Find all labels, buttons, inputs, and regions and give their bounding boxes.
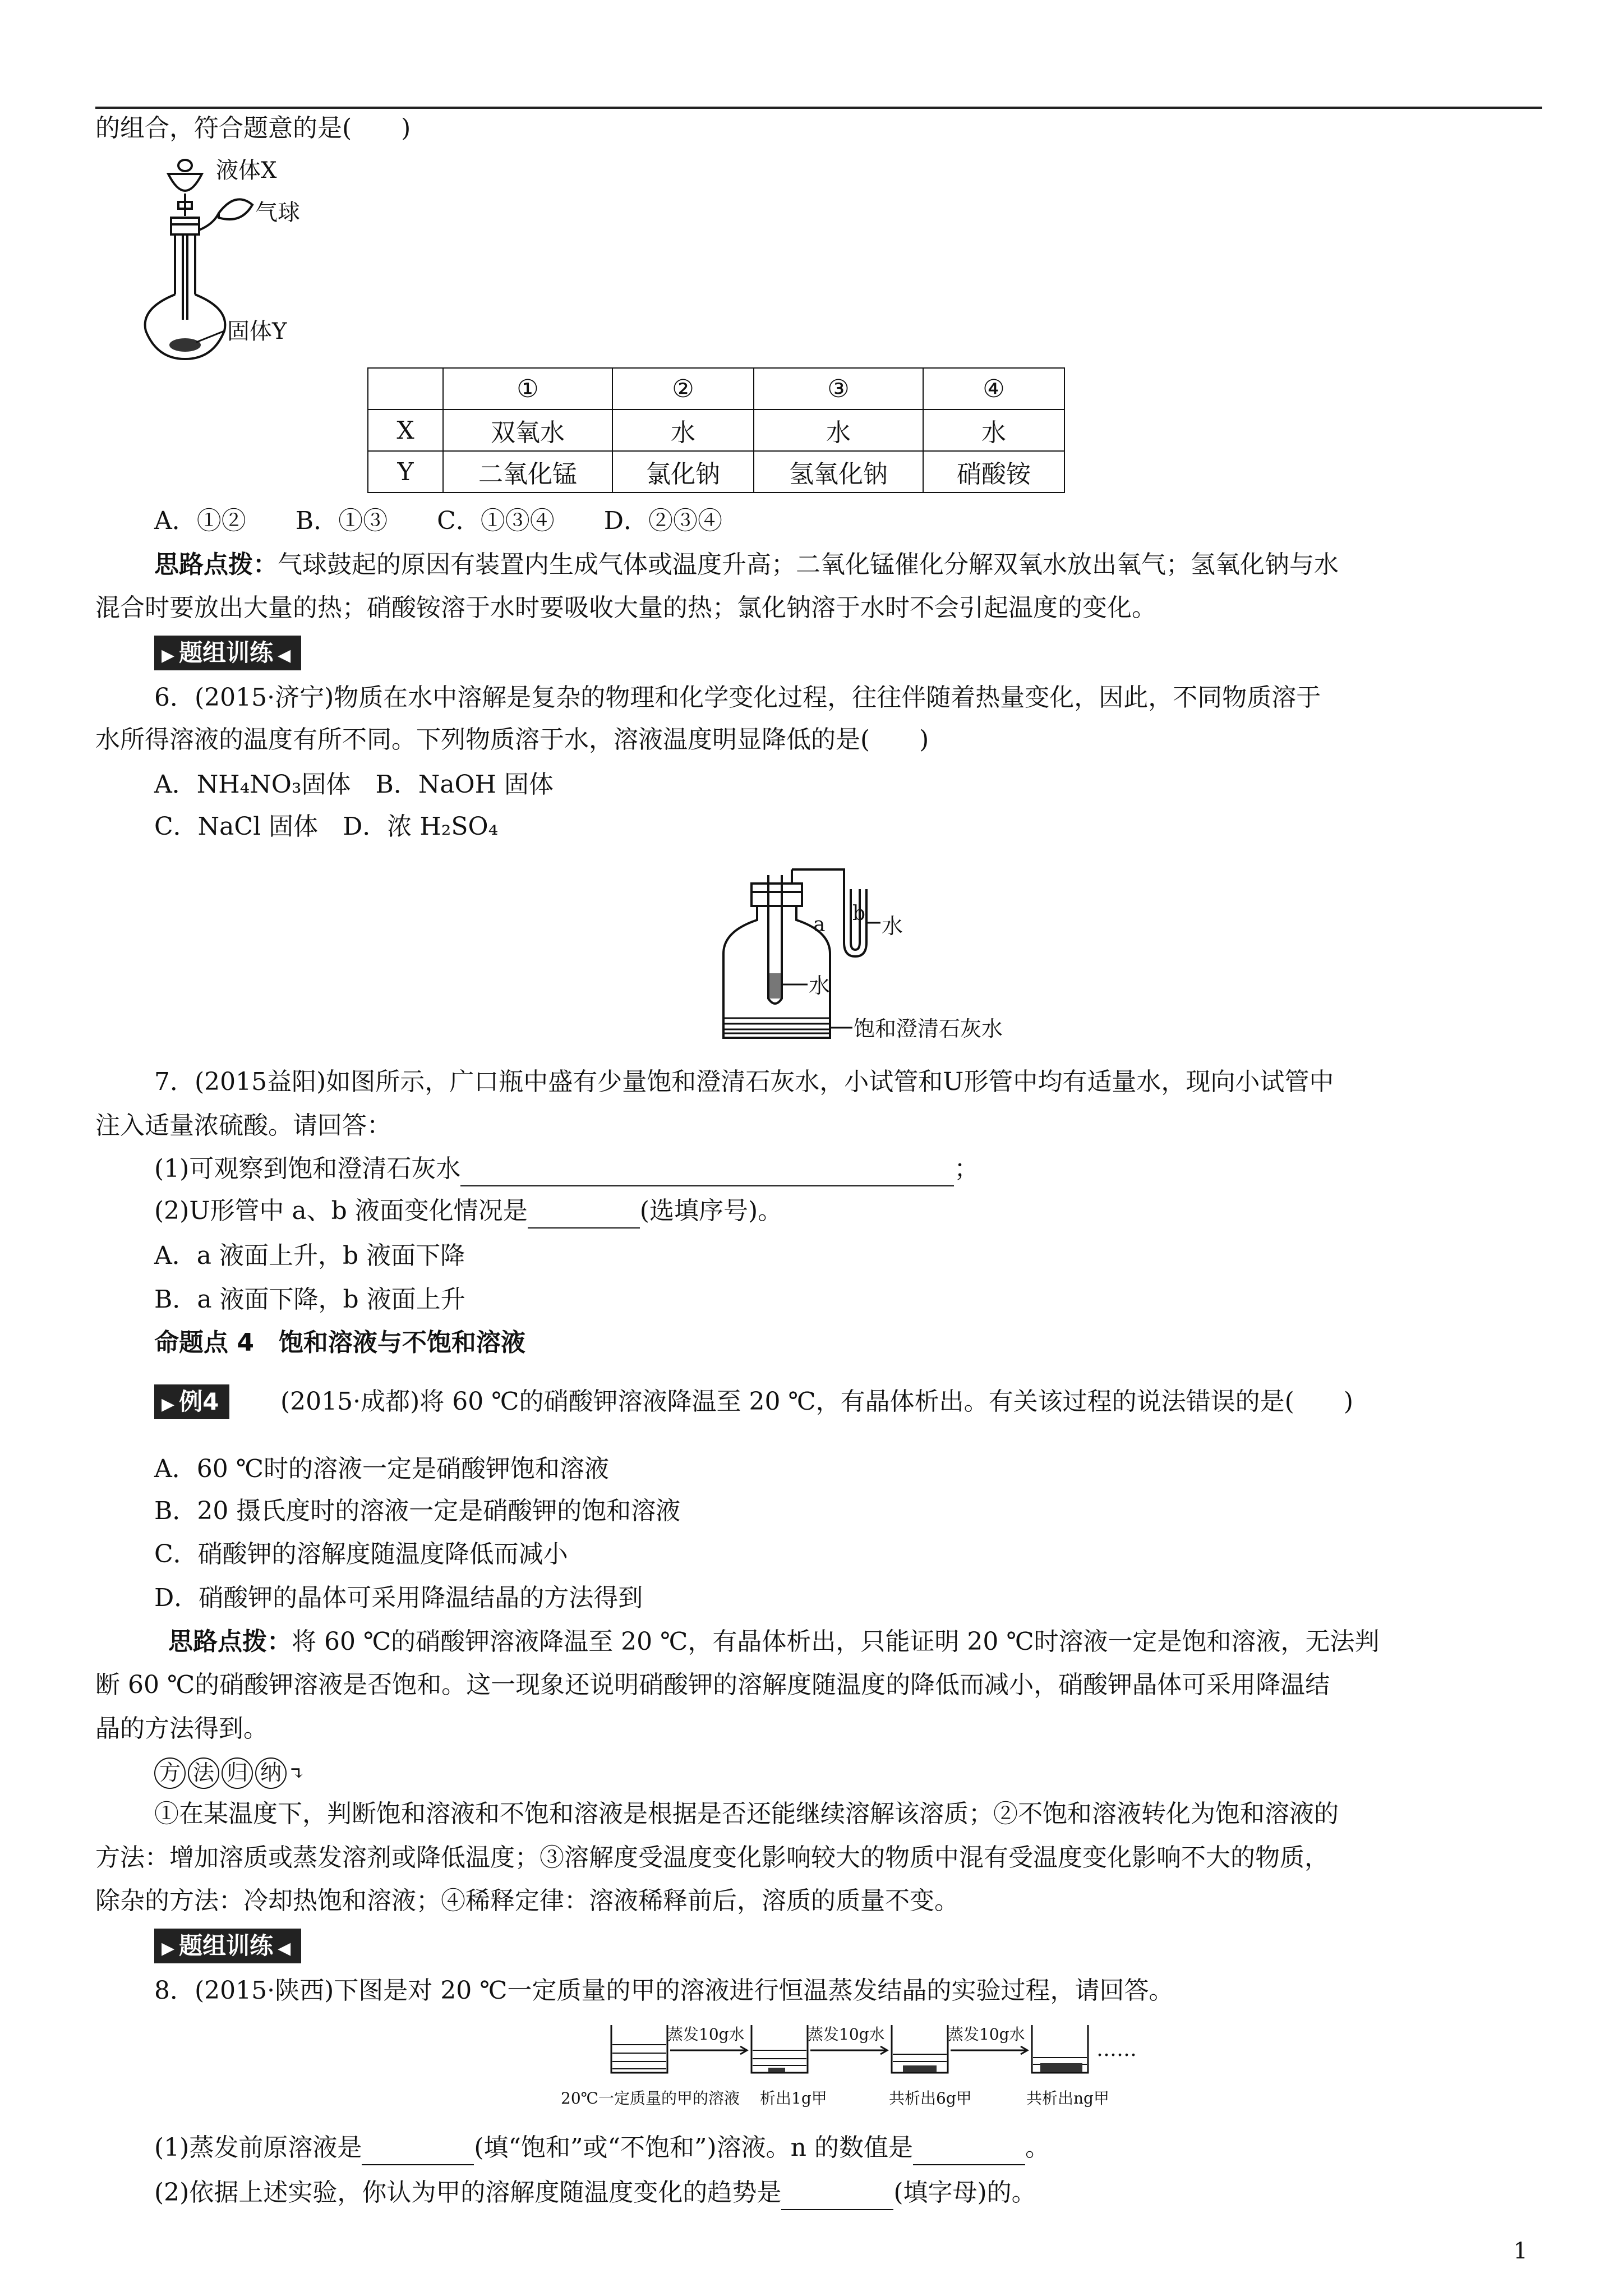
fig2-label-a: a — [813, 913, 826, 936]
training-tag-1 — [154, 636, 301, 670]
table-cell: 氯化钠 — [612, 451, 754, 493]
table-cell: 水 — [754, 409, 923, 451]
beaker-label-1: 20℃一定质量的甲的溶液 — [561, 2089, 740, 2108]
fig1-label-balloon: 气球 — [255, 200, 300, 226]
table-row — [368, 451, 1064, 493]
table-row — [368, 409, 1064, 451]
q6-line-1: 6．(2015·济宁)物质在水中溶解是复杂的物理和化学变化过程，往往伴随着热量变化，因此，不同物质溶于 — [154, 683, 1321, 712]
example-4-hint-2: 断 60 ℃的硝酸钾溶液是否饱和。这一现象还说明硝酸钾的溶解度随温度的降低而减小，硝酸钾晶体可采用降温结 — [95, 1671, 1330, 1699]
q8-sub2-end: (填字母)的。 — [893, 2178, 1036, 2207]
table-cell: ③ — [754, 368, 923, 409]
q8-sub2-text: (2)依据上述实验，你认为甲的溶解度随温度变化的趋势是 — [154, 2178, 782, 2207]
example-4-option-d: D．硝酸钾的晶体可采用降温结晶的方法得到 — [154, 1584, 643, 1612]
beaker-label-4: 共析出ng甲 — [1026, 2089, 1109, 2108]
evap-label-2: 蒸发10g水 — [808, 2025, 885, 2044]
method-char: 纳 — [255, 1757, 287, 1789]
example-4-tag — [154, 1384, 229, 1419]
arrow-down-icon: ↴ — [289, 1763, 305, 1785]
method-char: 方 — [154, 1757, 186, 1789]
method-line-3: 除杂的方法：冷却热饱和溶液；④稀释定律：溶液稀释前后，溶质的质量不变。 — [95, 1887, 959, 1915]
q7-line-1: 7．(2015益阳)如图所示，广口瓶中盛有少量饱和澄清石灰水，小试管和U形管中均有适量水，现向小试管中 — [154, 1068, 1334, 1096]
fig2-label-water-tube: 水 — [809, 973, 831, 998]
q6-options-ab: A．NH₄NO₃固体 B．NaOH 固体 — [154, 770, 554, 799]
q7-sub1-text: (1)可观察到饱和澄清石灰水 — [154, 1154, 461, 1183]
table-cell: ④ — [923, 368, 1064, 409]
training-tag-label: 题组训练 — [179, 1932, 274, 1959]
method-char: 归 — [222, 1757, 253, 1789]
q5-hint-line-1 — [154, 549, 1339, 581]
triangle-right-icon: ▶ — [162, 646, 175, 665]
fig1-label-solid-y: 固体Y — [227, 319, 287, 344]
q6-options-cd: C．NaCl 固体 D．浓 H₂SO₄ — [154, 812, 499, 841]
fig2-label-b: b — [852, 902, 866, 925]
q7-option-b: B．a 液面下降，b 液面上升 — [154, 1285, 465, 1314]
fig2-label-water-utube: 水 — [882, 914, 903, 938]
example-4-hint-1 — [168, 1626, 1380, 1658]
hint-text: 将 60 ℃的硝酸钾溶液降温至 20 ℃，有晶体析出，只能证明 20 ℃时溶液一定是饱和溶液，无法判 — [292, 1627, 1380, 1656]
table-cell: 硝酸铵 — [923, 451, 1064, 493]
fig2-label-limewater: 饱和澄清石灰水 — [854, 1016, 1003, 1041]
answer-blank[interactable] — [460, 1153, 954, 1186]
method-line-2: 方法：增加溶质或蒸发溶剂或降低温度；③溶解度受温度变化影响较大的物质中混有受温度变化影响不大的物质， — [95, 1843, 1329, 1872]
table-cell: X — [368, 409, 443, 451]
page-number: 1 — [1513, 2238, 1528, 2264]
q5-options: A．①② B．①③ C．①③④ D．②③④ — [154, 507, 723, 535]
q7-sub2-end: (选填序号)。 — [639, 1197, 783, 1225]
table-cell: 二氧化锰 — [443, 451, 612, 493]
example-4-stem: (2015·成都)将 60 ℃的硝酸钾溶液降温至 20 ℃，有晶体析出。有关该过程的说法错误的是( ) — [280, 1387, 1353, 1416]
q8-sub1-mid: (填“饱和”或“不饱和”)溶液。n 的数值是 — [474, 2133, 913, 2162]
evap-label-3: 蒸发10g水 — [948, 2025, 1025, 2044]
training-tag-2 — [154, 1929, 301, 1963]
q8-sub1-end: 。 — [1025, 2133, 1050, 2162]
table-header-row — [368, 368, 1064, 409]
reagent-table — [367, 367, 1065, 493]
method-summary-badge — [154, 1756, 305, 1790]
question-intro: 的组合，符合题意的是( ) — [95, 114, 411, 142]
example-tag-label: 例4 — [179, 1388, 219, 1415]
q7-option-a: A．a 液面上升，b 液面下降 — [154, 1241, 465, 1270]
beaker-label-2: 析出1g甲 — [760, 2089, 827, 2108]
top-rule — [95, 107, 1542, 109]
example-4-option-b: B．20 摄氏度时的溶液一定是硝酸钾的饱和溶液 — [154, 1497, 681, 1525]
q8-sub2 — [154, 2177, 1036, 2210]
table-cell — [368, 368, 443, 409]
q7-sub2-text: (2)U形管中 a、b 液面变化情况是 — [154, 1197, 528, 1225]
fig1-label-liquid-x: 液体X — [216, 158, 277, 183]
triangle-right-icon: ▶ — [162, 1395, 175, 1414]
q8-sub1 — [154, 2132, 1050, 2165]
method-char: 法 — [188, 1757, 219, 1789]
answer-blank[interactable] — [781, 2177, 893, 2210]
triangle-left-icon: ◀ — [278, 1939, 291, 1958]
example-4-option-c: C．硝酸钾的溶解度随温度降低而减小 — [154, 1540, 568, 1568]
method-line-1: ①在某温度下，判断饱和溶液和不饱和溶液是根据是否还能继续溶解该溶质；②不饱和溶液转化为饱和溶液的 — [154, 1800, 1339, 1828]
q5-hint-line-2: 混合时要放出大量的热；硝酸铵溶于水时要吸收大量的热；氯化钠溶于水时不会引起温度的变化。 — [95, 593, 1156, 622]
triangle-right-icon: ▶ — [162, 1939, 175, 1958]
table-cell: ① — [443, 368, 612, 409]
triangle-left-icon: ◀ — [278, 646, 291, 665]
table-cell: ② — [612, 368, 754, 409]
q7-line-2: 注入适量浓硫酸。请回答： — [95, 1111, 391, 1140]
evap-ellipsis: …… — [1096, 2038, 1137, 2061]
q8-sub1-text: (1)蒸发前原溶液是 — [154, 2133, 362, 2162]
topic-4-heading: 命题点 4 饱和溶液与不饱和溶液 — [154, 1328, 525, 1357]
hint-label: 思路点拨： — [168, 1627, 292, 1656]
table-cell: 水 — [612, 409, 754, 451]
hint-text: 气球鼓起的原因有装置内生成气体或温度升高；二氧化锰催化分解双氧水放出氧气；氢氧化钠与水 — [278, 550, 1339, 579]
table-cell: 水 — [923, 409, 1064, 451]
q7-sub2 — [154, 1195, 782, 1228]
q6-line-2: 水所得溶液的温度有所不同。下列物质溶于水，溶液温度明显降低的是( ) — [95, 725, 929, 754]
table-cell: 双氧水 — [443, 409, 612, 451]
q7-sub1-end: ； — [954, 1154, 979, 1183]
answer-blank[interactable] — [362, 2132, 474, 2165]
table-cell: Y — [368, 451, 443, 493]
table-cell: 氢氧化钠 — [754, 451, 923, 493]
q7-sub1 — [154, 1153, 979, 1186]
beaker-label-3: 共析出6g甲 — [889, 2089, 972, 2108]
evap-label-1: 蒸发10g水 — [667, 2025, 745, 2044]
example-4-option-a: A．60 ℃时的溶液一定是硝酸钾饱和溶液 — [154, 1455, 609, 1483]
hint-label: 思路点拨： — [154, 550, 278, 579]
answer-blank[interactable] — [913, 2132, 1025, 2165]
training-tag-label: 题组训练 — [179, 639, 274, 666]
answer-blank[interactable] — [528, 1195, 640, 1228]
example-4-hint-3: 晶的方法得到。 — [95, 1714, 268, 1743]
q8-stem: 8．(2015·陕西)下图是对 20 ℃一定质量的甲的溶液进行恒温蒸发结晶的实验过程，请回答。 — [154, 1976, 1174, 2005]
